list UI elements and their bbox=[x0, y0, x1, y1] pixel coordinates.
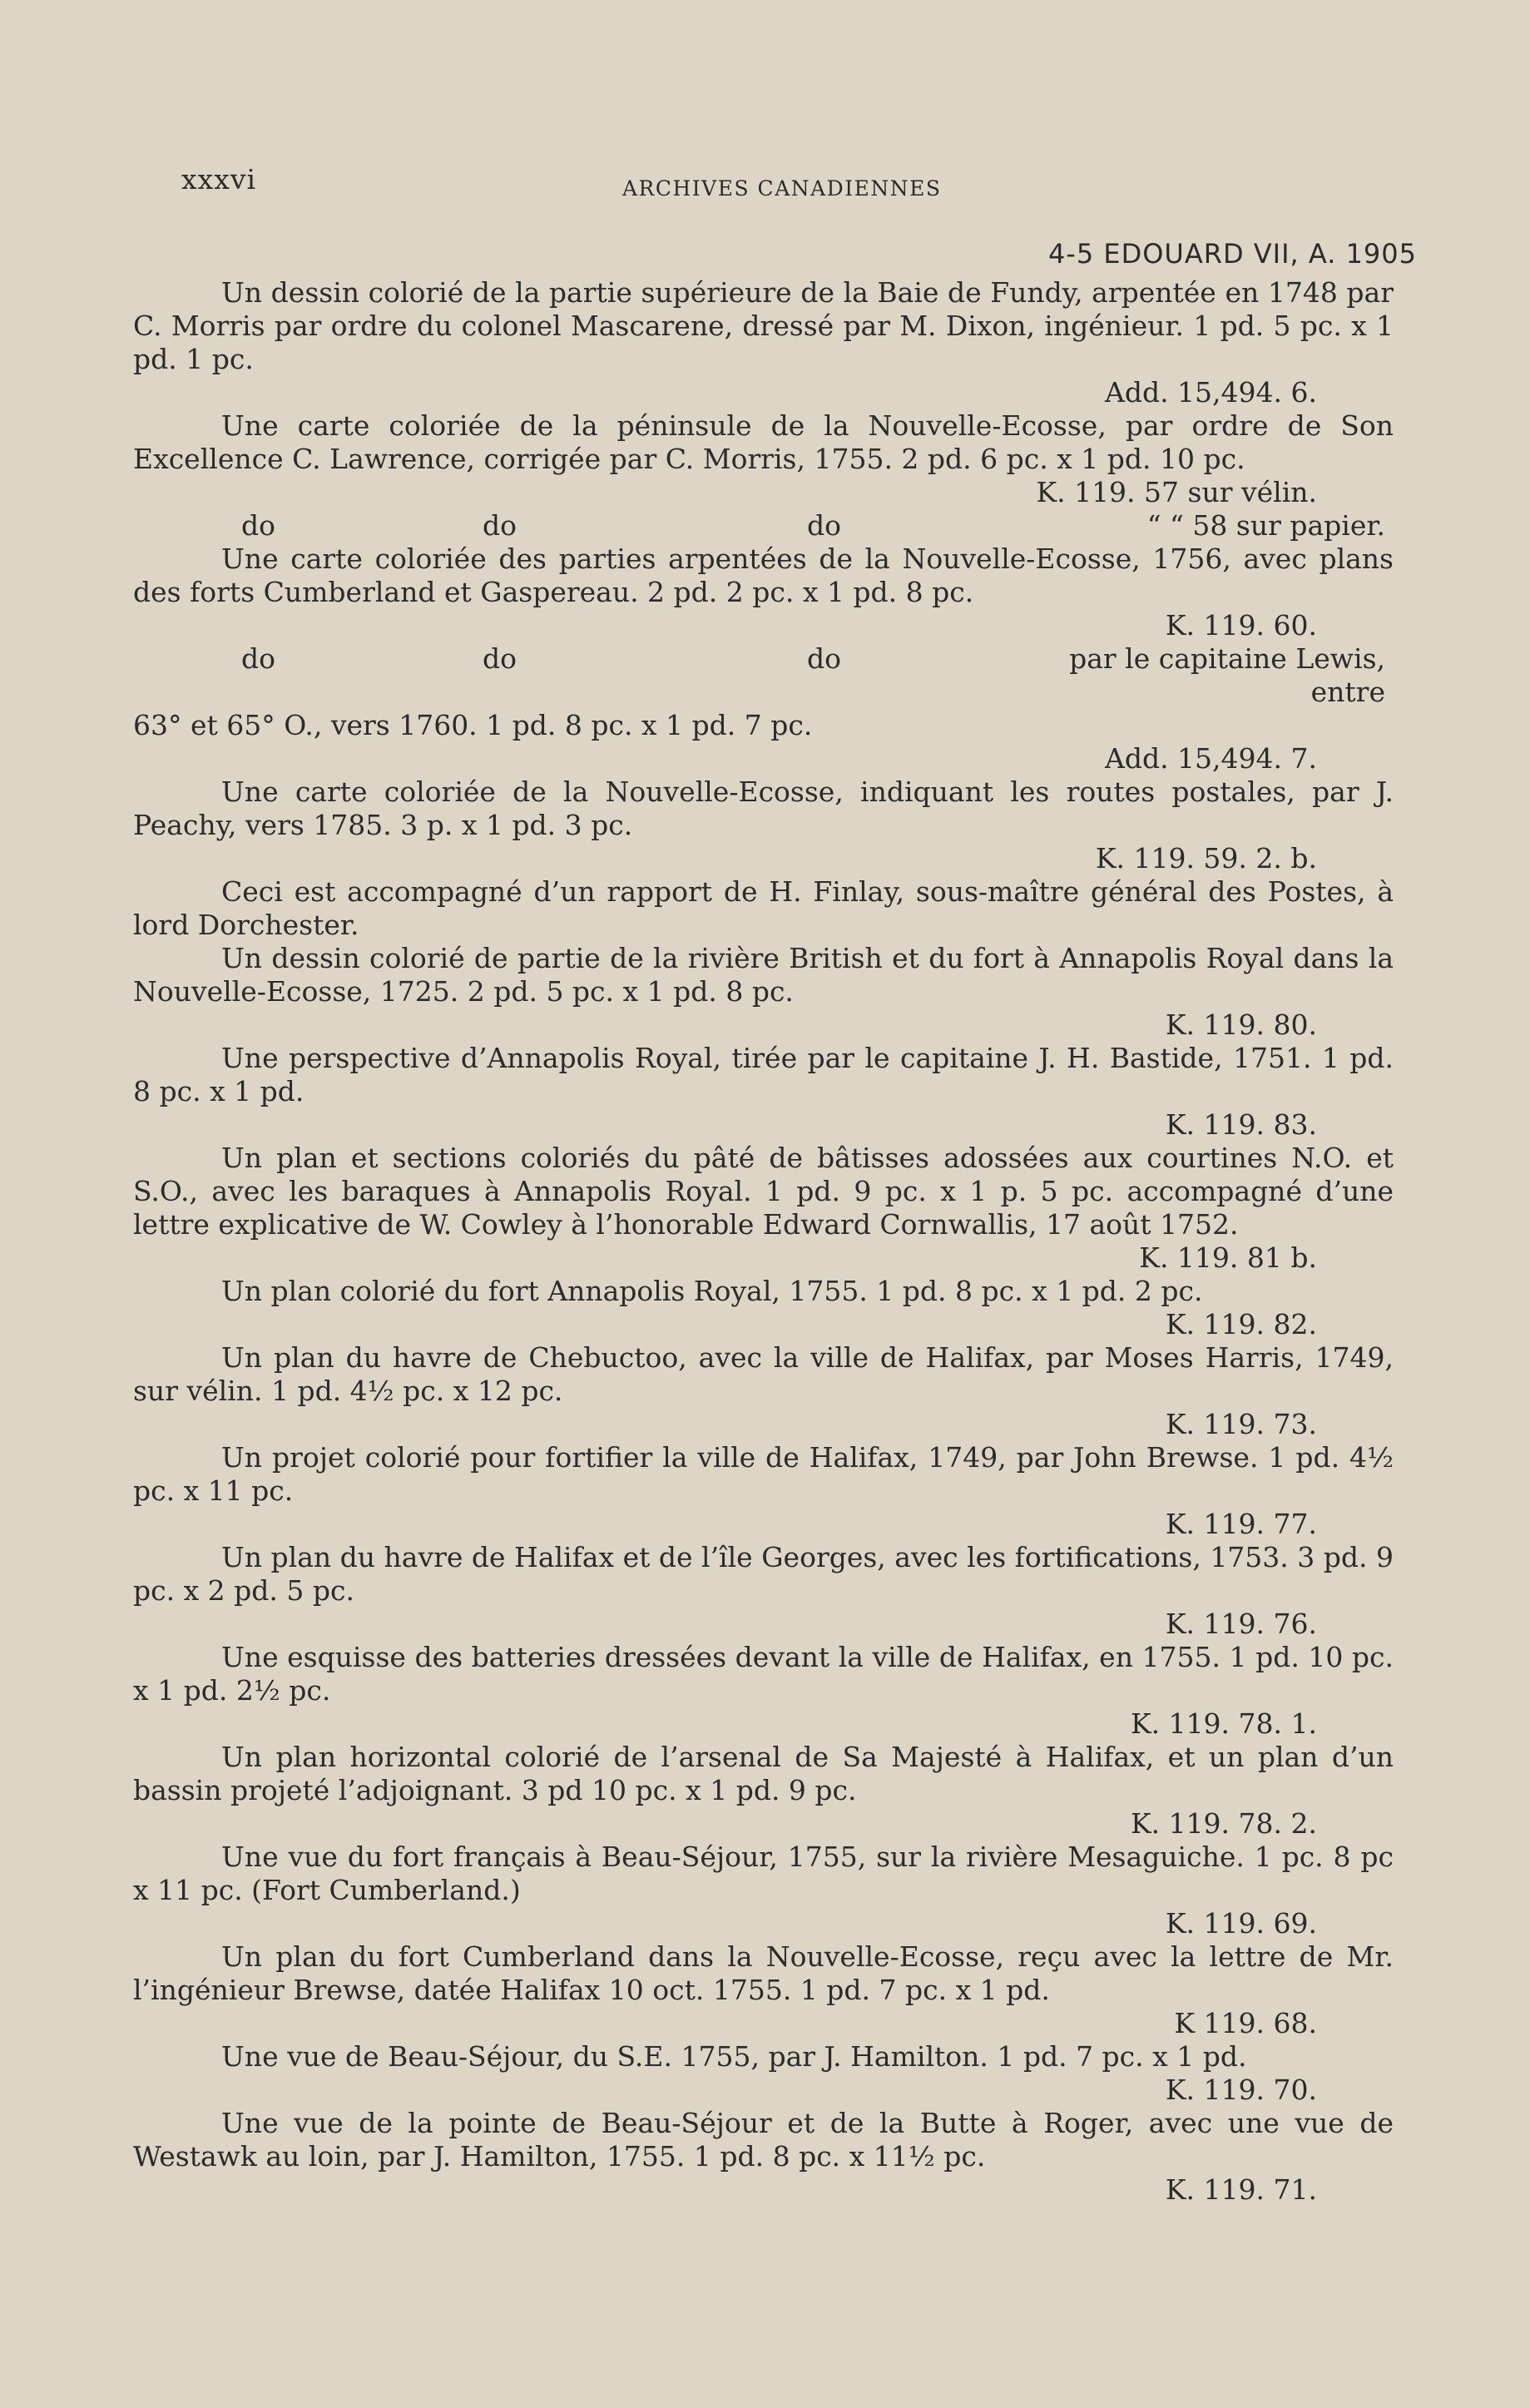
ditto-mark: do bbox=[807, 642, 841, 675]
ditto-row bbox=[133, 509, 1394, 543]
entry-reference: K. 119. 83. bbox=[1165, 1108, 1317, 1141]
entry-reference: K. 119. 71. bbox=[1165, 2173, 1317, 2206]
running-title: ARCHIVES CANADIENNES bbox=[622, 176, 942, 201]
entry-reference: K. 119. 60. bbox=[1165, 609, 1317, 642]
entry-description: Un projet colorié pour fortifier la ville de Halifax, 1749, par John Brewse. 1 pd. 4½ pc. x 11 pc. bbox=[133, 1441, 1394, 1507]
entry-description: Un plan du havre de Halifax et de l’île Georges, avec les fortifications, 1753. 3 pd. 9 pc. x 2 pd. 5 pc. bbox=[133, 1541, 1394, 1607]
entry-reference: K. 119. 78. 1. bbox=[1130, 1707, 1317, 1740]
entry-reference: K. 119. 81 b. bbox=[1139, 1241, 1317, 1274]
entry-reference: K. 119. 80. bbox=[1165, 1008, 1317, 1041]
entry-description: 63° et 65° O., vers 1760. 1 pd. 8 pc. x 1 pd. 7 pc. bbox=[133, 709, 813, 741]
ditto-mark: do bbox=[483, 509, 517, 542]
entry-reference: K. 119. 73. bbox=[1165, 1408, 1317, 1440]
ditto-mark: do bbox=[807, 509, 841, 542]
entry-description: Une vue de la pointe de Beau-Séjour et de la Butte à Roger, avec une vue de Westawk au loin, par J. Hamilton, 1755. 1 pd. 8 pc. x 11½ pc. bbox=[133, 2107, 1394, 2173]
entry-description: Un plan colorié du fort Annapolis Royal, 1755. 1 pd. 8 pc. x 1 pd. 2 pc. bbox=[221, 1275, 1203, 1307]
entry-description: Une vue de Beau-Séjour, du S.E. 1755, par J. Hamilton. 1 pd. 7 pc. x 1 pd. bbox=[221, 2040, 1247, 2073]
session-label: 4-5 EDOUARD VII, A. 1905 bbox=[1047, 238, 1417, 270]
entry-reference: K. 119. 77. bbox=[1165, 1508, 1317, 1540]
entry-reference: K. 119. 59. 2. b. bbox=[1095, 842, 1317, 875]
entry-description: Un plan horizontal colorié de l’arsenal de Sa Majesté à Halifax, et un plan d’un bassin projeté l’adjoignant. 3 pd 10 pc. x 1 pd. 9 pc. bbox=[133, 1741, 1394, 1806]
entry-description: Un plan du havre de Chebuctoo, avec la ville de Halifax, par Moses Harris, 1749, sur vélin. 1 pd. 4½ pc. x 12 pc. bbox=[133, 1341, 1394, 1407]
ditto-row bbox=[133, 642, 1394, 709]
entry-description: Un dessin colorié de partie de la rivière British et du fort à Annapolis Royal dans la Nouvelle-Ecosse, 1725. 2 pd. 5 pc. x 1 pd. 8 pc. bbox=[133, 942, 1394, 1008]
entry-reference: K. 119. 69. bbox=[1165, 1907, 1317, 1940]
page-number: xxxvi bbox=[181, 163, 257, 196]
ditto-mark: do bbox=[483, 642, 517, 675]
entry-reference: Add. 15,494. 6. bbox=[1105, 376, 1317, 409]
entry-description: Une carte coloriée de la Nouvelle-Ecosse, indiquant les routes postales, par J. Peachy, vers 1785. 3 p. x 1 pd. 3 pc. bbox=[133, 775, 1394, 841]
entry-description: Une carte coloriée de la péninsule de la Nouvelle-Ecosse, par ordre de Son Excellence C. Lawrence, corrigée par C. Morris, 1755. 2 pd. 6 pc. x 1 pd. 10 pc. bbox=[133, 409, 1394, 475]
entry-description: Ceci est accompagné d’un rapport de H. Finlay, sous-maître général des Postes, à lord Dorchester. bbox=[133, 875, 1394, 941]
entry-reference: K. 119. 57 sur vélin. bbox=[1036, 476, 1317, 508]
ditto-reference: par le capitaine Lewis, entre bbox=[1069, 642, 1385, 708]
entry-reference: Add. 15,494. 7. bbox=[1105, 742, 1317, 775]
ditto-mark: do bbox=[241, 509, 275, 542]
entry-description: Un plan du fort Cumberland dans la Nouvelle-Ecosse, reçu avec la lettre de Mr. l’ingénieur Brewse, datée Halifax 10 oct. 1755. 1 pd. 7 pc. x 1 pd. bbox=[133, 1940, 1394, 2006]
ditto-mark: do bbox=[241, 642, 275, 675]
entry-description: Une vue du fort français à Beau-Séjour, 1755, sur la rivière Mesaguiche. 1 pc. 8 pc x 11 pc. (Fort Cumberland.) bbox=[133, 1841, 1394, 1906]
entry-description: Une carte coloriée des parties arpentées de la Nouvelle-Ecosse, 1756, avec plans des forts Cumberland et Gaspereau. 2 pd. 2 pc. x 1 pd. 8 pc. bbox=[133, 543, 1394, 608]
entry-description: Un plan et sections coloriés du pâté de bâtisses adossées aux courtines N.O. et S.O., avec les baraques à Annapolis Royal. 1 pd. 9 pc. x 1 p. 5 pc. accompagné d’une lettre explicative de W. Cowley à l’honorable Edward Cornwallis, 17 août 1752. bbox=[133, 1142, 1394, 1241]
entry-reference: K. 119. 70. bbox=[1165, 2074, 1317, 2106]
catalogue-entries bbox=[133, 276, 1394, 2207]
entry-reference: K. 119. 76. bbox=[1165, 1608, 1317, 1640]
entry-description: Un dessin colorié de la partie supérieure de la Baie de Fundy, arpentée en 1748 par C. Morris par ordre du colonel Mascarene, dressé par M. Dixon, ingénieur. 1 pd. 5 pc. x 1 pd. 1 pc. bbox=[133, 276, 1394, 375]
entry-reference: K. 119. 82. bbox=[1165, 1308, 1317, 1340]
ditto-reference: “ “ 58 sur papier. bbox=[1146, 509, 1385, 542]
entry-reference: K. 119. 78. 2. bbox=[1130, 1807, 1317, 1840]
entry-description: Une esquisse des batteries dressées devant la ville de Halifax, en 1755. 1 pd. 10 pc. x 1 pd. 2½ pc. bbox=[133, 1641, 1394, 1707]
entry-reference: K 119. 68. bbox=[1174, 2007, 1317, 2039]
entry-description: Une perspective d’Annapolis Royal, tirée par le capitaine J. H. Bastide, 1751. 1 pd. 8 pc. x 1 pd. bbox=[133, 1042, 1394, 1107]
